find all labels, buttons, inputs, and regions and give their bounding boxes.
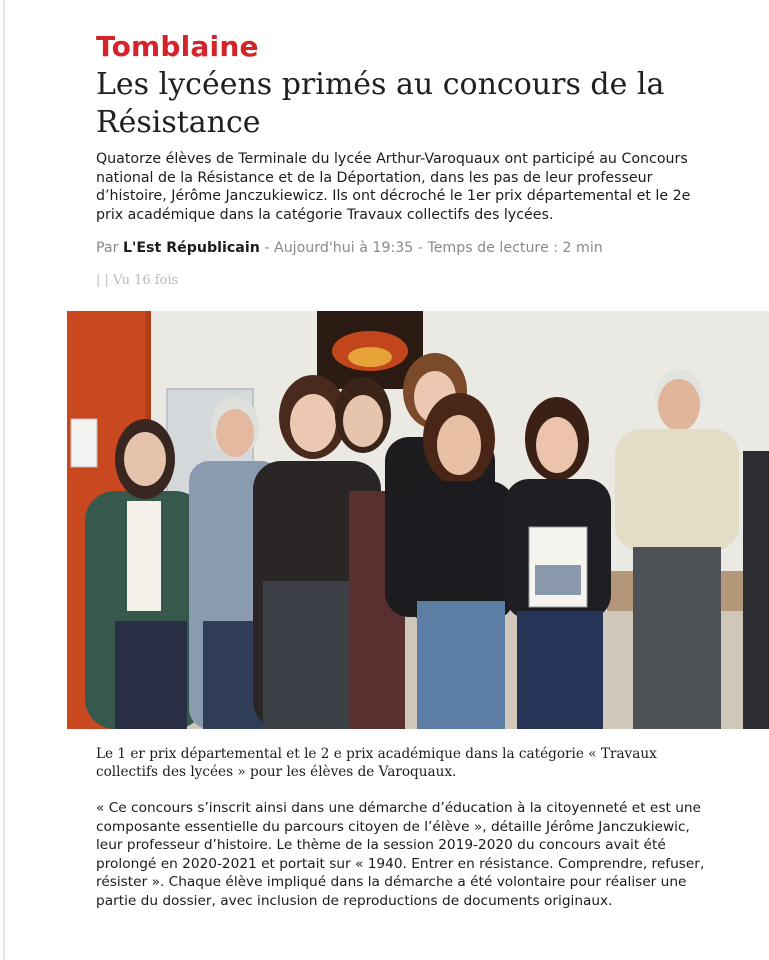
view-count: | | Vu 16 fois — [96, 273, 179, 288]
article-lead: Quatorze élèves de Terminale du lycée Arthur-Varoquaux ont participé au Concours national de la Résistance et de la Déportation, dans les pas de leur professeur d’histoire, Jérôme Janczukiewicz. Ils ont décroché le 1er prix départemental et le 2e prix académique dans la catégorie Travaux collectifs des lycées. — [96, 151, 691, 223]
byline-date: Aujourd'hui à 19:35 — [273, 240, 414, 256]
article-body: « Ce concours s’inscrit ainsi dans une démarche d’éducation à la citoyenneté et est une composante essentielle du parcours citoyen de l’élève », détaille Jérôme Janczukiewic, leur professeur d’histoire. Le thème de la session 2019-2020 du concours avait été prolongé en 2020-2021 et portait sur « 1940. Entrer en résistance. Comprendre, refuser, résister ». Chaque élève impliqué dans la démarche a été volontaire pour réaliser une partie du dossier, avec inclusion de reproductions de documents originaux. — [96, 800, 705, 909]
group-photo-illustration — [67, 311, 769, 729]
byline-prefix: Par — [96, 240, 123, 256]
page-edge — [3, 0, 5, 960]
byline-separator: - — [413, 240, 428, 256]
article-headline: Les lycéens primés au concours de la Résistance — [96, 67, 665, 140]
article-byline — [96, 240, 603, 256]
byline-reading-time: Temps de lecture : 2 min — [427, 240, 603, 256]
byline-separator: - — [259, 240, 274, 256]
article-kicker[interactable]: Tomblaine — [96, 30, 259, 63]
byline-source[interactable]: L'Est Républicain — [122, 240, 260, 256]
photo-caption: Le 1 er prix départemental et le 2 e prix académique dans la catégorie « Travaux collectifs des lycées » pour les élèves de Varoquaux. — [96, 746, 657, 780]
group-photo — [67, 311, 769, 729]
